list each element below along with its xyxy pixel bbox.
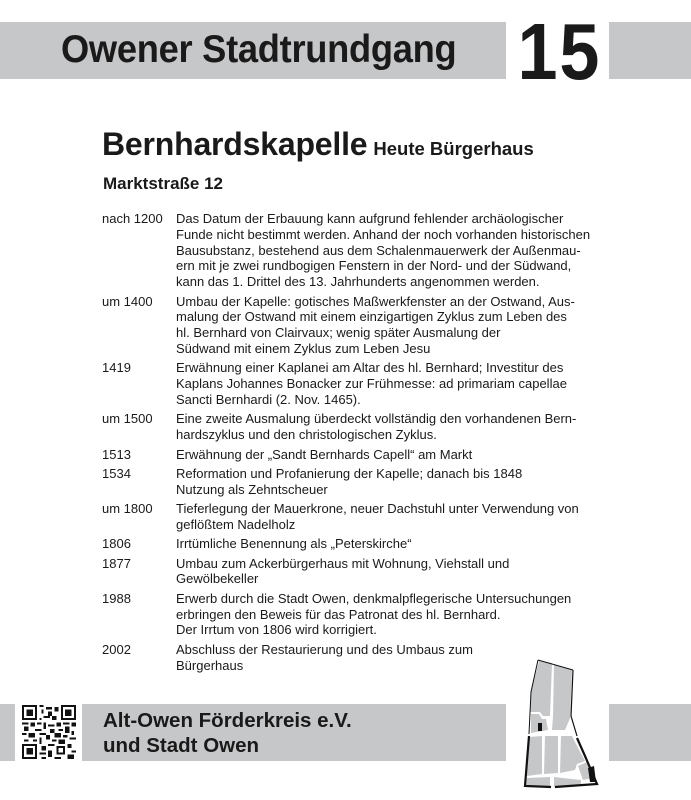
timeline-description <box>176 466 612 498</box>
desc-line: Südwand mit einem Zyklus zum Leben Jesu <box>176 340 431 356</box>
timeline-year: 1988 <box>102 590 131 606</box>
desc-line: Eine zweite Ausmalung überdeckt vollständig den vorhandenen Bern- <box>176 411 577 427</box>
footer-band-right <box>609 704 691 761</box>
building-title: Bernhardskapelle <box>102 126 368 162</box>
timeline-row <box>102 536 612 552</box>
desc-line: Der Irrtum von 1806 wird korrigiert. <box>176 622 377 638</box>
timeline-year: 1419 <box>102 360 131 376</box>
timeline-description <box>176 360 612 407</box>
desc-line: Kaplans Johannes Bonacker zur Frühmesse: ad primariam capellae <box>176 376 567 392</box>
desc-line: Reformation und Profanierung der Kapelle; danach bis 1848 <box>176 465 523 481</box>
desc-line: kann das 1. Drittel des 13. Jahrhunderts angenommen werden. <box>176 274 540 290</box>
desc-line: geflößtem Nadelholz <box>176 516 296 532</box>
desc-line: Das Datum der Erbauung kann aufgrund fehlender archäologischer <box>176 211 564 226</box>
timeline-year: 2002 <box>102 641 131 657</box>
desc-line: Bürgerhaus <box>176 657 244 673</box>
desc-line: Irrtümliche Benennung als „Peterskirche“ <box>176 536 412 552</box>
timeline-description <box>176 556 612 588</box>
timeline-row <box>102 211 612 290</box>
tour-title: Owener Stadtrundgang <box>61 28 457 71</box>
desc-line: Bausubstanz, bestehend aus dem Schalenmauerwerk der Außenmau- <box>176 242 581 258</box>
desc-line: erbringen den Beweis für das Patronat des hl. Bernhard. <box>176 606 501 622</box>
timeline-row <box>102 360 612 407</box>
timeline-year: um 1800 <box>102 501 153 517</box>
desc-line: hardszyklus und den christologischen Zyklus. <box>176 427 437 443</box>
timeline-year: um 1400 <box>102 293 153 309</box>
timeline-year: nach 1200 <box>102 211 163 226</box>
desc-line: Erwähnung einer Kaplanei am Altar des hl. Bernhard; Investitur des <box>176 360 564 376</box>
footer-line-1: Alt-Owen Förderkreis e.V. <box>103 709 352 732</box>
timeline-row <box>102 556 612 588</box>
timeline-row <box>102 501 612 533</box>
timeline-row <box>102 466 612 498</box>
timeline-row <box>102 411 612 443</box>
timeline-row <box>102 591 612 638</box>
timeline-row <box>102 447 612 463</box>
desc-line: Erwerb durch die Stadt Owen, denkmalpflegerische Untersuchungen <box>176 590 572 606</box>
timeline-description <box>176 211 612 290</box>
timeline-year: 1534 <box>102 465 131 481</box>
building-subtitle: Heute Bürgerhaus <box>373 138 534 159</box>
timeline-description <box>176 411 612 443</box>
desc-line: malung der Ostwand mit einem einzigartigen Zyklus zum Leben des <box>176 309 567 325</box>
timeline-description <box>176 447 612 463</box>
desc-line: hl. Bernhard von Clairvaux; wenig später Ausmalung der <box>176 325 501 341</box>
heading <box>102 126 534 163</box>
desc-line: Gewölbekeller <box>176 571 259 587</box>
timeline-description <box>176 294 612 357</box>
timeline-description <box>176 501 612 533</box>
desc-line: Umbau der Kapelle: gotisches Maßwerkfenster an der Ostwand, Aus- <box>176 293 575 309</box>
chapel-marker <box>538 723 542 731</box>
desc-line: Umbau zum Ackerbürgerhaus mit Wohnung, Viehstall und <box>176 555 510 571</box>
town-map-icon <box>515 656 605 790</box>
timeline-year: um 1500 <box>102 411 153 427</box>
desc-line: Nutzung als Zehntscheuer <box>176 481 328 497</box>
timeline-year: 1806 <box>102 536 131 552</box>
desc-line: Tieferlegung der Mauerkrone, neuer Dachstuhl unter Verwendung von <box>176 501 579 517</box>
desc-line: Sancti Bernhardi (2. Nov. 1465). <box>176 391 361 407</box>
header-band-right <box>609 22 691 79</box>
town-map-blocks <box>526 661 593 787</box>
timeline <box>102 211 612 677</box>
desc-line: Funde nicht bestimmt werden. Anhand der noch vorhanden historischen <box>176 226 591 242</box>
desc-line: Abschluss der Restaurierung und des Umbaus zum <box>176 641 473 657</box>
qr-code-icon[interactable] <box>22 705 76 759</box>
footer-band-left <box>0 704 15 761</box>
address: Marktstraße 12 <box>103 174 224 193</box>
timeline-description <box>176 536 612 552</box>
desc-line: Erwähnung der „Sandt Bernhards Capell“ am Markt <box>176 446 473 462</box>
timeline-description <box>176 591 612 638</box>
footer-line-2: und Stadt Owen <box>103 734 260 757</box>
timeline-year: 1877 <box>102 555 131 571</box>
timeline-year: 1513 <box>102 446 131 462</box>
desc-line: ern mit je zwei rundbogigen Fenstern in der Nord- und der Südwand, <box>176 258 572 274</box>
corner-building <box>588 766 596 782</box>
stop-number: 15 <box>517 7 602 96</box>
footer-organization <box>103 708 352 758</box>
timeline-row <box>102 294 612 357</box>
